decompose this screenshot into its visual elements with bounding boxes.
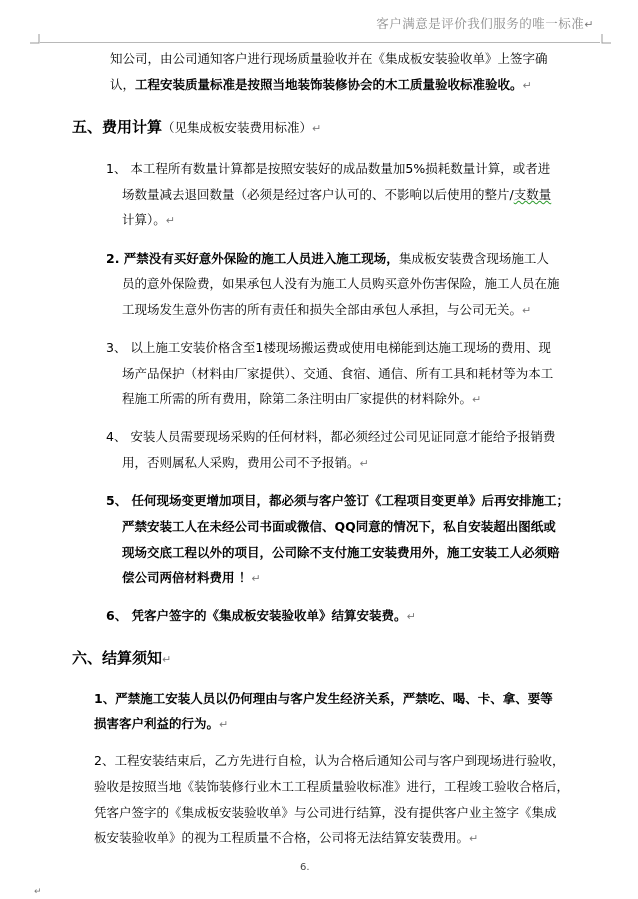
paragraph-line: 认，工程安装质量标准是按照当地装饰装修协会的木工质量验收标准验收。↵ [110, 77, 532, 92]
section-heading-fees: 五、费用计算（见集成板安装费用标准）↵ [72, 118, 322, 136]
paragraph-line: 知公司，由公司通知客户进行现场质量验收并在《集成板安装验收单》上签字确 [110, 51, 548, 66]
settlement-item-1-line: 1、严禁施工安装人员以仍何理由与客户发生经济关系，严禁吃、喝、卡、拿、要等 [94, 691, 553, 706]
settlement-item-2-line: 验收是按照当地《装饰装修行业木工工程质量验收标准》进行，工程竣工验收合格后， [94, 779, 570, 794]
list-item-3-line: 3、 以上施工安装价格含至1楼现场搬运费或使用电梯能到达施工现场的费用、现 [106, 340, 551, 355]
list-item-1-line: 计算）。↵ [122, 212, 175, 227]
settlement-item-2-line: 板安装验收单》的视为工程质量不合格，公司将无法结算安装费用。↵ [94, 830, 479, 845]
list-item-2-line: 2. 严禁没有买好意外保险的施工人员进入施工现场，集成板安装费含现场施工人 [106, 251, 549, 266]
list-item-5-line: 偿公司两倍材料费用 ！↵ [122, 570, 261, 585]
page-header-slogan: 客户满意是评价我们服务的唯一标准↵ [376, 16, 594, 31]
list-item-1-line: 1、 本工程所有数量计算都是按照安装好的成品数量加5%损耗数量计算，或者进 [106, 161, 551, 176]
settlement-item-2-line: 凭客户签字的《集成板安装验收单》与公司进行结算，没有提供客户业主签字《集成 [94, 805, 557, 820]
section-heading-settlement: 六、结算须知↵ [72, 649, 172, 667]
list-item-5-line: 现场交底工程以外的项目，公司除不支付施工安装费用外，施工安装工人必须赔 [122, 545, 560, 560]
settlement-item-1-line: 损害客户利益的行为。↵ [94, 716, 229, 731]
list-item-2-line: 员的意外保险费，如果承包人没有为施工人员购买意外伤害保险，施工人员在施 [122, 276, 560, 291]
list-item-1-line: 场数量减去退回数量（必须是经过客户认可的、不影响以后使用的整片/支数量 [122, 187, 552, 202]
page-number: 6. [300, 862, 310, 873]
list-item-2-line: 工现场发生意外伤害的所有责任和损失全部由承包人承担，与公司无关。↵ [122, 302, 532, 317]
list-item-4-line: 用，否则属私人采购，费用公司不予报销。↵ [122, 455, 369, 470]
list-item-5-line: 5、 任何现场变更增加项目，都必须与客户签订《工程项目变更单》后再安排施工； [106, 493, 570, 508]
list-item-6-line: 6、 凭客户签字的《集成板安装验收单》结算安装费。↵ [106, 608, 416, 623]
settlement-item-2-line: 2、工程安装结束后，乙方先进行自检，认为合格后通知公司与客户到现场进行验收， [94, 753, 565, 768]
list-item-4-line: 4、 安装人员需要现场采购的任何材料，都必须经过公司见证同意才能给予报销费 [106, 429, 556, 444]
paragraph-mark: ↵ [34, 887, 42, 897]
list-item-5-line: 严禁安装工人在未经公司书面或微信、QQ同意的情况下，私自安装超出图纸或 [122, 519, 556, 534]
list-item-3-line: 场产品保护（材料由厂家提供）、交通、食宿、通信、所有工具和耗材等为本工 [122, 366, 554, 381]
list-item-3-line: 程施工所需的所有费用，除第二条注明由厂家提供的材料除外。↵ [122, 391, 482, 406]
